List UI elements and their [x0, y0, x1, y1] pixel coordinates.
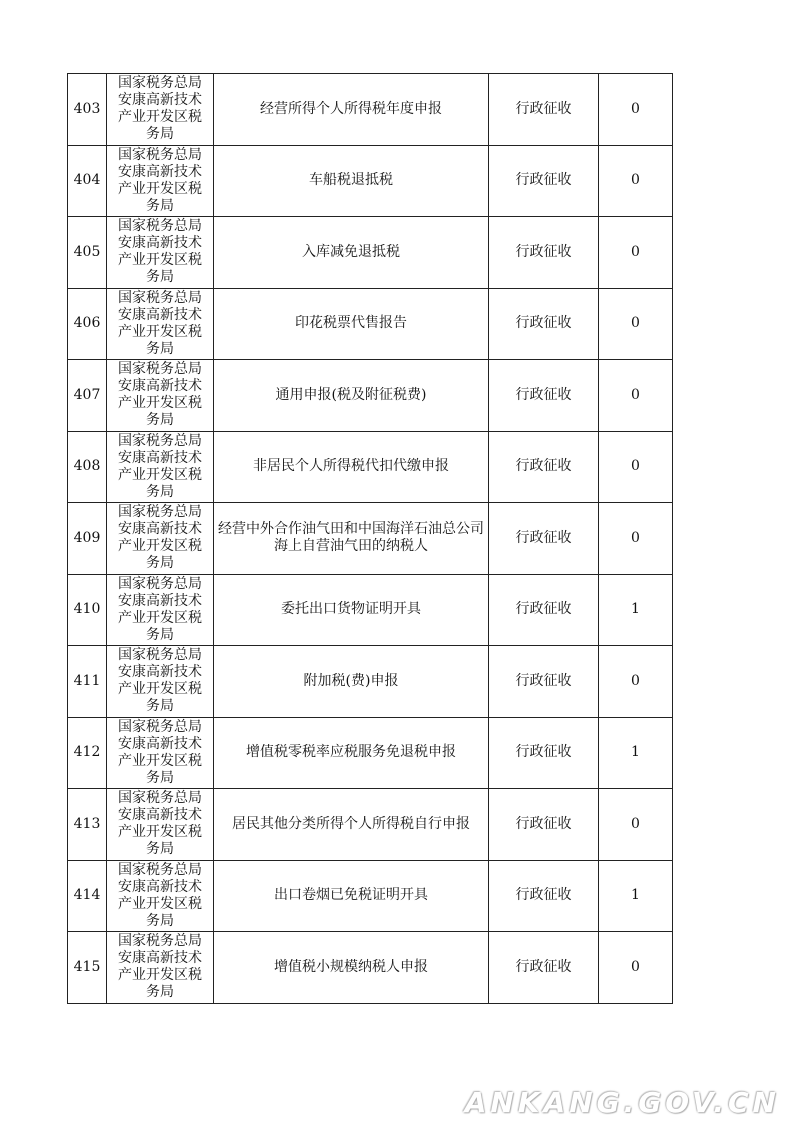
item-type-cell: 行政征收 — [489, 74, 599, 146]
item-name-text: 经营中外合作油气田和中国海洋石油总公司海上自营油气田的纳税人 — [218, 521, 484, 555]
site-watermark: ANKANG.GOV.CN — [464, 1086, 780, 1119]
organization-text: 国家税务总局安康高新技术产业开发区税务局 — [118, 575, 202, 643]
count-cell: 1 — [599, 860, 673, 932]
item-type-cell: 行政征收 — [489, 717, 599, 789]
organization-text: 国家税务总局安康高新技术产业开发区税务局 — [118, 504, 202, 572]
organization-cell — [107, 288, 214, 360]
organization-cell — [107, 789, 214, 861]
organization-cell — [107, 646, 214, 718]
item-name-text: 车船税退抵税 — [309, 172, 393, 189]
item-name-text: 增值税小规模纳税人申报 — [274, 958, 428, 975]
item-type-cell: 行政征收 — [489, 288, 599, 360]
item-name-cell — [214, 360, 489, 432]
row-number-cell: 408 — [68, 431, 107, 503]
organization-cell — [107, 217, 214, 289]
table-row — [68, 431, 673, 503]
item-type-cell: 行政征收 — [489, 860, 599, 932]
item-name-text: 委托出口货物证明开具 — [281, 601, 421, 618]
table-row — [68, 789, 673, 861]
table-row — [68, 574, 673, 646]
tax-items-table — [67, 73, 673, 1004]
item-name-text: 通用申报(税及附征税费) — [275, 386, 427, 403]
table-body — [68, 74, 673, 1004]
table-row — [68, 503, 673, 575]
count-cell: 0 — [599, 288, 673, 360]
count-cell: 0 — [599, 360, 673, 432]
item-name-cell — [214, 145, 489, 217]
item-name-text: 附加税(费)申报 — [303, 672, 399, 689]
organization-cell — [107, 145, 214, 217]
item-name-text: 居民其他分类所得个人所得税自行申报 — [232, 815, 470, 832]
organization-text: 国家税务总局安康高新技术产业开发区税务局 — [118, 861, 202, 929]
item-type-cell: 行政征收 — [489, 932, 599, 1004]
count-cell: 0 — [599, 431, 673, 503]
item-type-cell: 行政征收 — [489, 646, 599, 718]
organization-text: 国家税务总局安康高新技术产业开发区税务局 — [118, 361, 202, 429]
table-row — [68, 646, 673, 718]
item-name-cell — [214, 217, 489, 289]
count-cell: 1 — [599, 574, 673, 646]
item-type-cell: 行政征收 — [489, 503, 599, 575]
item-name-cell — [214, 646, 489, 718]
item-type-cell: 行政征收 — [489, 789, 599, 861]
item-name-cell — [214, 288, 489, 360]
item-name-text: 入库减免退抵税 — [302, 243, 400, 260]
organization-cell — [107, 431, 214, 503]
organization-cell — [107, 74, 214, 146]
count-cell: 0 — [599, 932, 673, 1004]
organization-text: 国家税务总局安康高新技术产业开发区税务局 — [118, 218, 202, 286]
organization-text: 国家税务总局安康高新技术产业开发区税务局 — [118, 75, 202, 143]
row-number-cell: 409 — [68, 503, 107, 575]
table-row — [68, 288, 673, 360]
item-name-cell — [214, 503, 489, 575]
item-type-cell: 行政征收 — [489, 574, 599, 646]
row-number-cell: 403 — [68, 74, 107, 146]
item-type-cell: 行政征收 — [489, 431, 599, 503]
item-type-cell: 行政征收 — [489, 217, 599, 289]
organization-cell — [107, 360, 214, 432]
row-number-cell: 412 — [68, 717, 107, 789]
item-name-cell — [214, 431, 489, 503]
organization-text: 国家税务总局安康高新技术产业开发区税务局 — [118, 146, 202, 214]
organization-text: 国家税务总局安康高新技术产业开发区税务局 — [118, 289, 202, 357]
organization-cell — [107, 717, 214, 789]
organization-cell — [107, 932, 214, 1004]
count-cell: 0 — [599, 74, 673, 146]
count-cell: 1 — [599, 717, 673, 789]
organization-text: 国家税务总局安康高新技术产业开发区税务局 — [118, 647, 202, 715]
table-row — [68, 932, 673, 1004]
item-name-cell — [214, 74, 489, 146]
count-cell: 0 — [599, 789, 673, 861]
organization-text: 国家税务总局安康高新技术产业开发区税务局 — [118, 718, 202, 786]
item-name-cell — [214, 932, 489, 1004]
item-name-text: 经营所得个人所得税年度申报 — [260, 100, 442, 117]
row-number-cell: 414 — [68, 860, 107, 932]
item-name-text: 出口卷烟已免税证明开具 — [274, 887, 428, 904]
item-type-cell: 行政征收 — [489, 360, 599, 432]
item-name-text: 非居民个人所得税代扣代缴申报 — [253, 458, 449, 475]
count-cell: 0 — [599, 503, 673, 575]
row-number-cell: 410 — [68, 574, 107, 646]
row-number-cell: 411 — [68, 646, 107, 718]
table-row — [68, 717, 673, 789]
item-name-cell — [214, 574, 489, 646]
count-cell: 0 — [599, 646, 673, 718]
row-number-cell: 413 — [68, 789, 107, 861]
item-name-cell — [214, 860, 489, 932]
row-number-cell: 407 — [68, 360, 107, 432]
item-name-cell — [214, 789, 489, 861]
row-number-cell: 406 — [68, 288, 107, 360]
item-name-cell — [214, 717, 489, 789]
organization-text: 国家税务总局安康高新技术产业开发区税务局 — [118, 432, 202, 500]
table-row — [68, 217, 673, 289]
item-name-text: 印花税票代售报告 — [295, 315, 407, 332]
count-cell: 0 — [599, 145, 673, 217]
row-number-cell: 404 — [68, 145, 107, 217]
table-row — [68, 74, 673, 146]
table-row — [68, 145, 673, 217]
row-number-cell: 405 — [68, 217, 107, 289]
organization-cell — [107, 860, 214, 932]
organization-text: 国家税务总局安康高新技术产业开发区税务局 — [118, 933, 202, 1001]
organization-cell — [107, 503, 214, 575]
table-row — [68, 860, 673, 932]
item-name-text: 增值税零税率应税服务免退税申报 — [246, 744, 456, 761]
row-number-cell: 415 — [68, 932, 107, 1004]
count-cell: 0 — [599, 217, 673, 289]
organization-cell — [107, 574, 214, 646]
organization-text: 国家税务总局安康高新技术产业开发区税务局 — [118, 790, 202, 858]
table-row — [68, 360, 673, 432]
item-type-cell: 行政征收 — [489, 145, 599, 217]
